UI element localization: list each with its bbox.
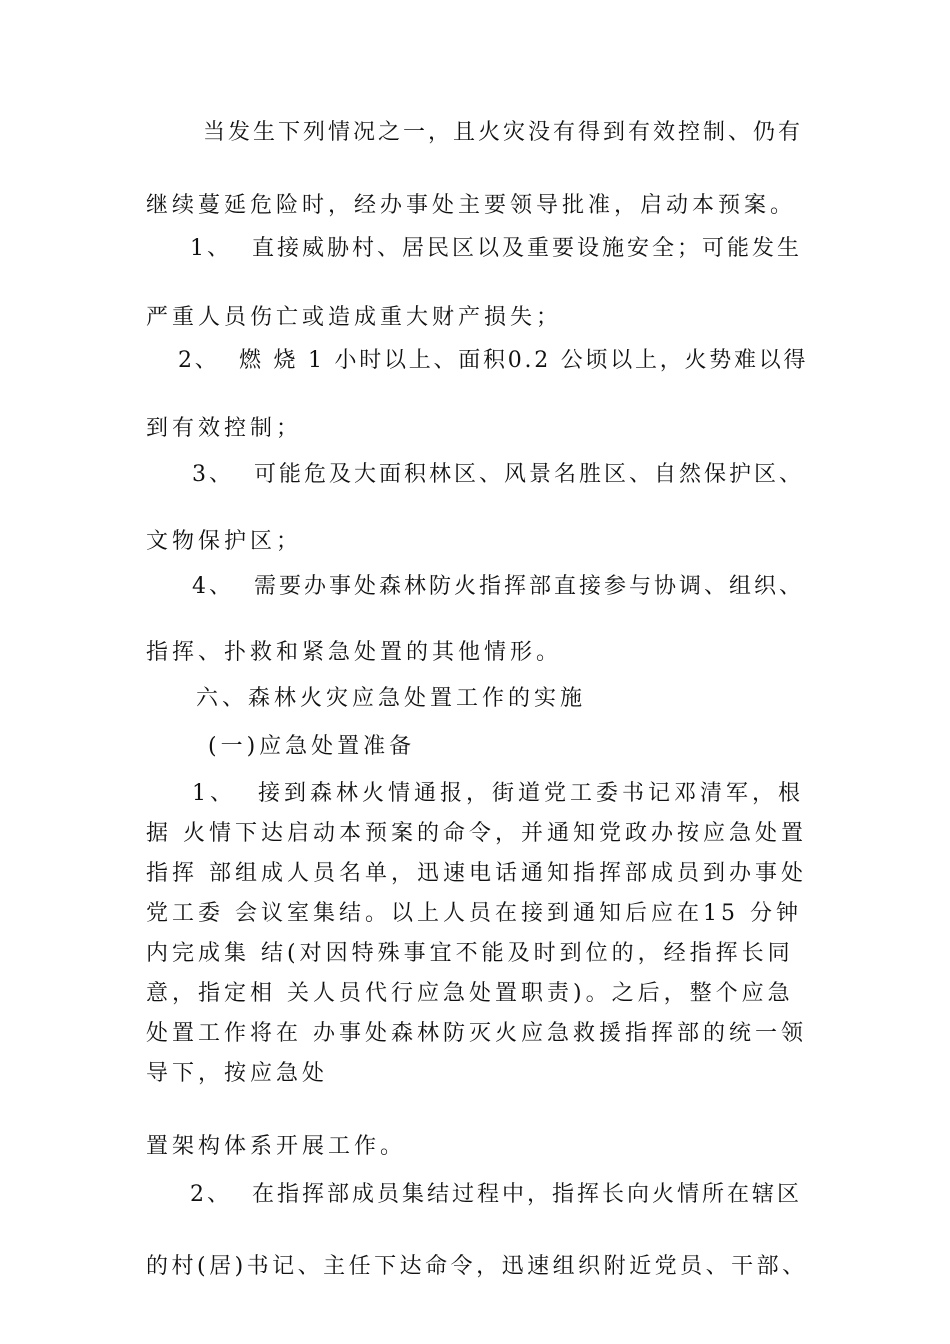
text-line-20: 导下，按应急处 <box>146 1061 329 1086</box>
text-line-5: 2、 燃 烧 1 小时以上、面积0.2 公顷以上，火势难以得 <box>178 348 809 373</box>
text-line-16: 党工委 会议室集结。以上人员在接到通知后应在15 分钟 <box>146 901 802 926</box>
text-line-17: 内完成集 结(对因特殊事宜不能及时到位的，经指挥长同 <box>146 941 794 966</box>
text-line-3: 1、 直接威胁村、居民区以及重要设施安全；可能发生 <box>190 236 802 261</box>
text-line-22: 2、 在指挥部成员集结过程中，指挥长向火情所在辖区 <box>190 1182 802 1207</box>
text-line-9: 4、 需要办事处森林防火指挥部直接参与协调、组织、 <box>192 574 804 599</box>
text-line-7: 3、 可能危及大面积林区、风景名胜区、自然保护区、 <box>192 462 804 487</box>
text-line-8: 文物保护区； <box>146 529 303 554</box>
text-line-6: 到有效控制； <box>146 416 303 441</box>
subsection-heading: (一)应急处置准备 <box>208 734 416 759</box>
section-heading: 六、森林火灾应急处置工作的实施 <box>196 686 587 711</box>
text-line-15: 指挥 部组成人员名单，迅速电话通知指挥部成员到办事处 <box>146 861 807 886</box>
text-line-13: 1、 接到森林火情通报，街道党工委书记邓清军，根 <box>192 781 804 806</box>
text-line-1: 当发生下列情况之一，且火灾没有得到有效控制、仍有 <box>203 120 804 145</box>
text-line-2: 继续蔓延危险时，经办事处主要领导批准，启动本预案。 <box>146 193 797 218</box>
text-line-14: 据 火情下达启动本预案的命令，并通知党政办按应急处置 <box>146 821 807 846</box>
text-line-4: 严重人员伤亡或造成重大财产损失； <box>146 305 563 330</box>
text-line-21: 置架构体系开展工作。 <box>146 1134 407 1159</box>
text-line-18: 意，指定相 关人员代行应急处置职责)。之后，整个应急 <box>146 981 794 1006</box>
text-line-10: 指挥、扑救和紧急处置的其他情形。 <box>146 640 563 665</box>
text-line-19: 处置工作将在 办事处森林防灭火应急救援指挥部的统一领 <box>146 1021 807 1046</box>
text-line-23: 的村(居)书记、主任下达命令，迅速组织附近党员、干部、 <box>146 1254 808 1279</box>
